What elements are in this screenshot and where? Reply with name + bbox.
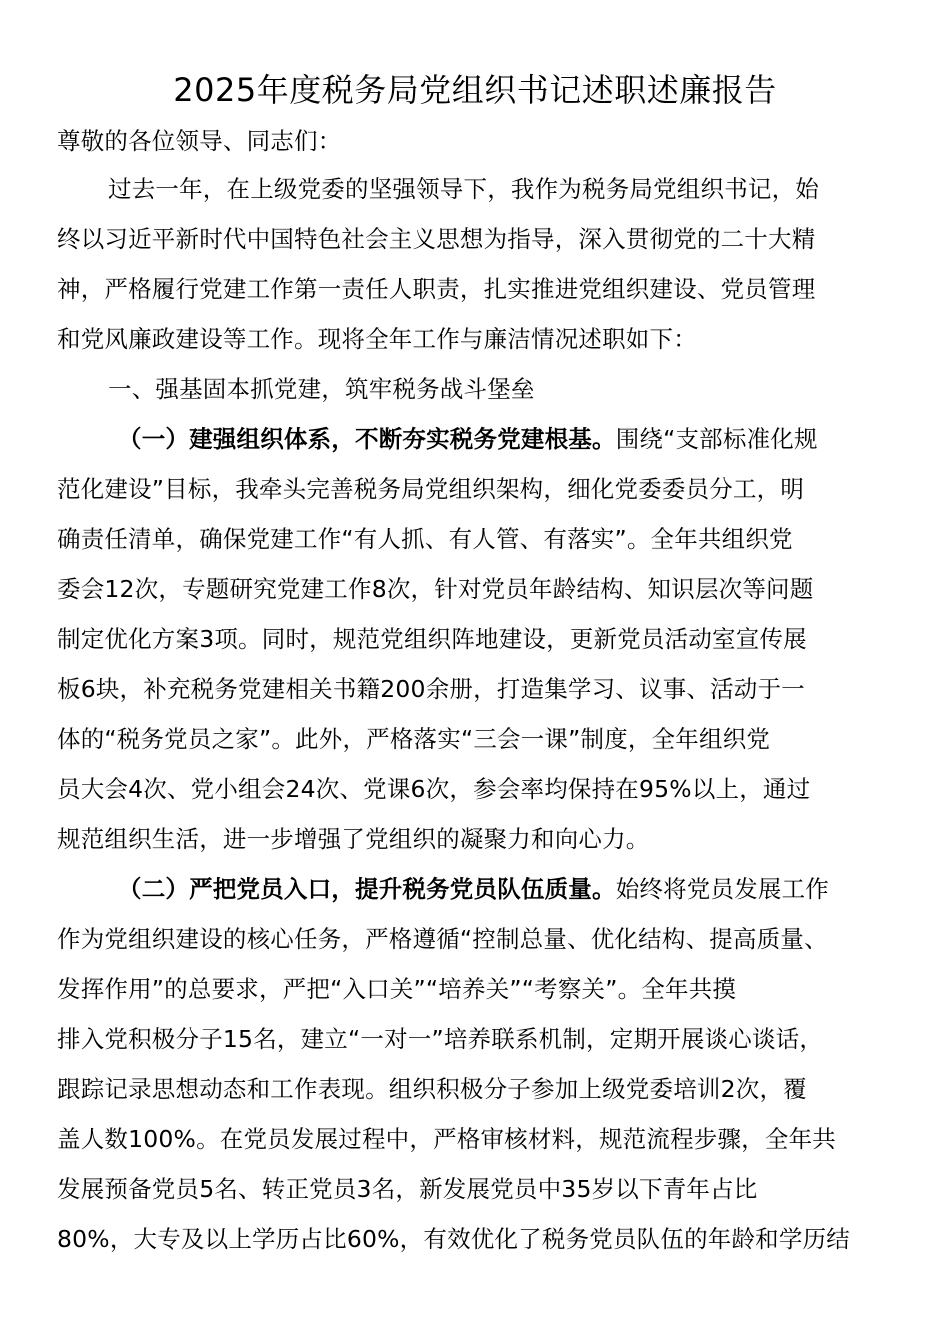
document-title: 2025年度税务局党组织书记述职述廉报告 — [173, 71, 777, 109]
intro-line: 神，严格履行党建工作第一责任人职责，扎实推进党组织建设、党员管理 — [57, 275, 816, 303]
paragraph-line: 发展预备党员5名、转正党员3名，新发展党员中35岁以下青年占比 — [57, 1175, 758, 1203]
paragraph-line: 发挥作用”的总要求，严把“入口关”“培养关”“考察关”。全年共摸 — [57, 975, 737, 1003]
paragraph-line: 盖人数100%。在党员发展过程中，严格审核材料，规范流程步骤，全年共 — [57, 1125, 836, 1153]
subsection-1-heading: （一）建强组织体系，不断夯实税务党建根基。 — [118, 425, 616, 453]
intro-line: 过去一年，在上级党委的坚强领导下，我作为税务局党组织书记，始 — [108, 175, 819, 203]
paragraph-line: 范化建设”目标，我牵头完善税务局党组织架构，细化党委委员分工，明 — [57, 475, 805, 503]
paragraph-line: 作为党组织建设的核心任务，严格遵循“控制总量、优化结构、提高质量、 — [57, 925, 828, 953]
paragraph-line: 板6块，补充税务党建相关书籍200余册，打造集学习、议事、活动于一 — [57, 675, 805, 703]
paragraph-line: 体的“税务党员之家”。此外，严格落实“三会一课”制度，全年组织党 — [57, 725, 771, 753]
paragraph-line: 员大会4次、党小组会24次、党课6次，参会率均保持在95%以上，通过 — [57, 775, 811, 803]
paragraph-line: 跟踪记录思想动态和工作表现。组织积极分子参加上级党委培训2次，覆 — [57, 1075, 807, 1103]
subsection-1-first-line — [118, 422, 950, 456]
paragraph-text: 围绕“支部标准化规 — [615, 425, 818, 453]
salutation: 尊敬的各位领导、同志们： — [57, 127, 342, 155]
paragraph-line: 委会12次，专题研究党建工作8次，针对党员年龄结构、知识层次等问题 — [57, 575, 814, 603]
paragraph-line: 80%，大专及以上学历占比60%，有效优化了税务党员队伍的年龄和学历结 — [57, 1225, 850, 1253]
intro-line: 和党风廉政建设等工作。现将全年工作与廉洁情况述职如下： — [57, 325, 697, 353]
paragraph-text: 始终将党员发展工作 — [615, 875, 830, 903]
subsection-2-first-line — [118, 872, 950, 906]
paragraph-line: 制定优化方案3项。同时，规范党组织阵地建设，更新党员活动室宣传展 — [57, 625, 807, 653]
paragraph-line: 确责任清单，确保党建工作“有人抓、有人管、有落实”。全年共组织党 — [57, 525, 793, 553]
intro-line: 终以习近平新时代中国特色社会主义思想为指导，深入贯彻党的二十大精 — [57, 225, 816, 253]
paragraph-line: 规范组织生活，进一步增强了党组织的凝聚力和向心力。 — [57, 825, 650, 853]
subsection-2-heading: （二）严把党员入口，提升税务党员队伍质量。 — [118, 875, 616, 903]
section-heading: 一、强基固本抓党建，筑牢税务战斗堡垒 — [108, 375, 535, 403]
paragraph-line: 排入党积极分子15名，建立“一对一”培养联系机制，定期开展谈心谈话， — [57, 1025, 824, 1053]
